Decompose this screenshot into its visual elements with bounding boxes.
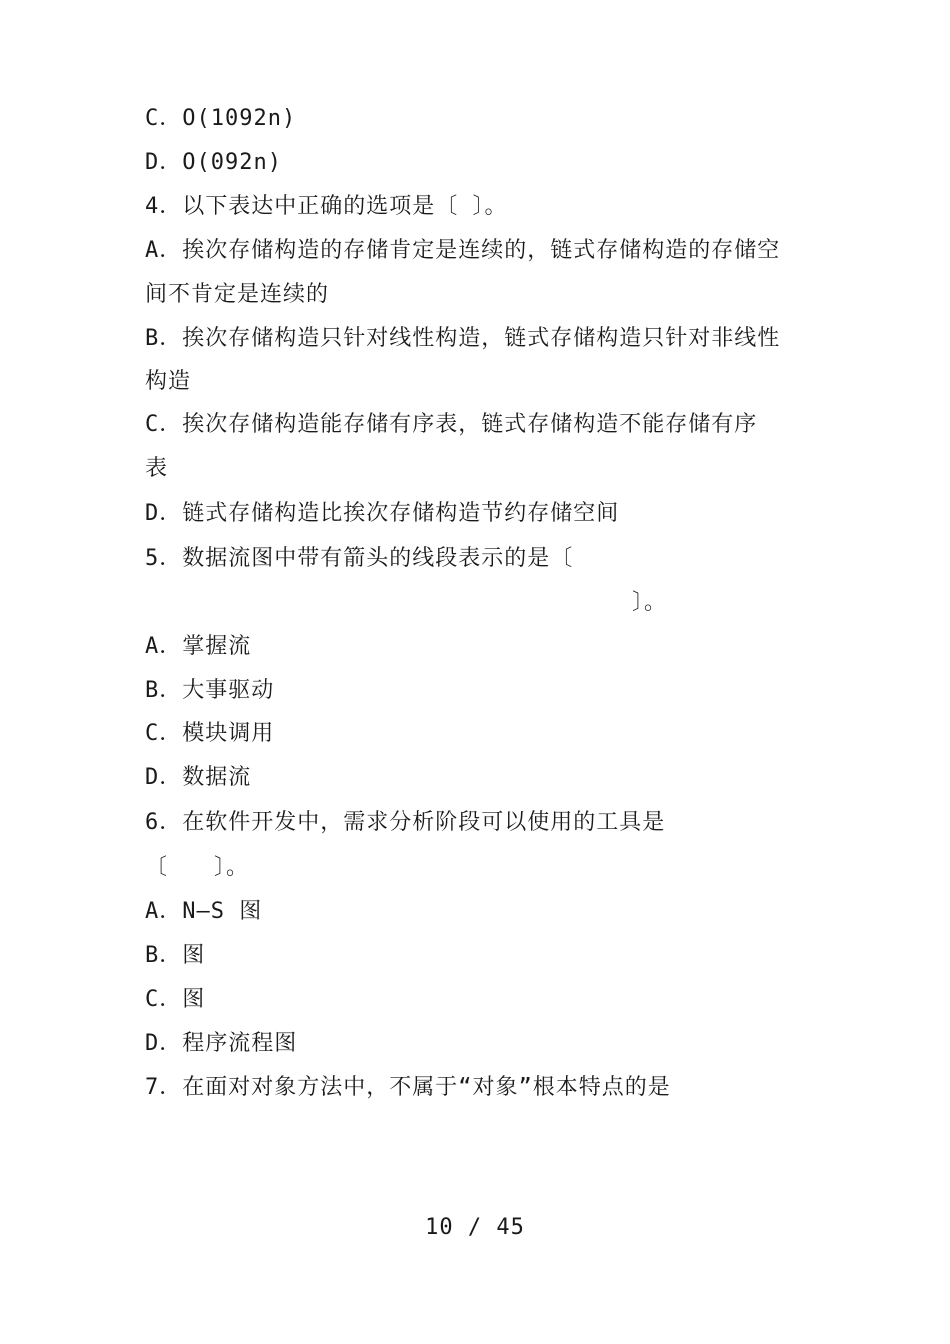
option-a: A．N—S 图	[145, 899, 263, 924]
question-5-cont: 〕。	[632, 590, 668, 615]
text-line: C．O(1092n)	[145, 106, 297, 131]
page-number: 10 / 45	[425, 1215, 525, 1240]
option-a: A．掌握流	[145, 634, 252, 659]
option-b: B．大事驱动	[145, 678, 275, 703]
option-c-cont: 表	[145, 456, 169, 481]
question-6: 6．在软件开发中，需求分析阶段可以使用的工具是	[145, 810, 666, 835]
option-d: D．数据流	[145, 765, 252, 790]
option-b-cont: 构造	[145, 369, 192, 394]
question-5: 5．数据流图中带有箭头的线段表示的是〔	[145, 546, 574, 571]
option-b: B．挨次存储构造只针对线性构造，链式存储构造只针对非线性	[145, 326, 781, 351]
question-7: 7．在面对对象方法中，不属于“对象”根本特点的是	[145, 1075, 671, 1100]
option-c: C．模块调用	[145, 721, 275, 746]
option-d: D．链式存储构造比挨次存储构造节约存储空间	[145, 501, 620, 526]
question-6-cont: 〔 〕。	[145, 855, 250, 880]
option-c: C．图	[145, 987, 206, 1012]
text-line: D．O(092n)	[145, 150, 282, 175]
option-c: C．挨次存储构造能存储有序表，链式存储构造不能存储有序	[145, 412, 758, 437]
option-b: B．图	[145, 943, 206, 968]
option-a: A．挨次存储构造的存储肯定是连续的，链式存储构造的存储空	[145, 238, 781, 263]
option-d: D．程序流程图	[145, 1031, 298, 1056]
option-a-cont: 间不肯定是连续的	[145, 282, 330, 307]
question-4: 4．以下表达中正确的选项是〔 〕。	[145, 194, 508, 219]
